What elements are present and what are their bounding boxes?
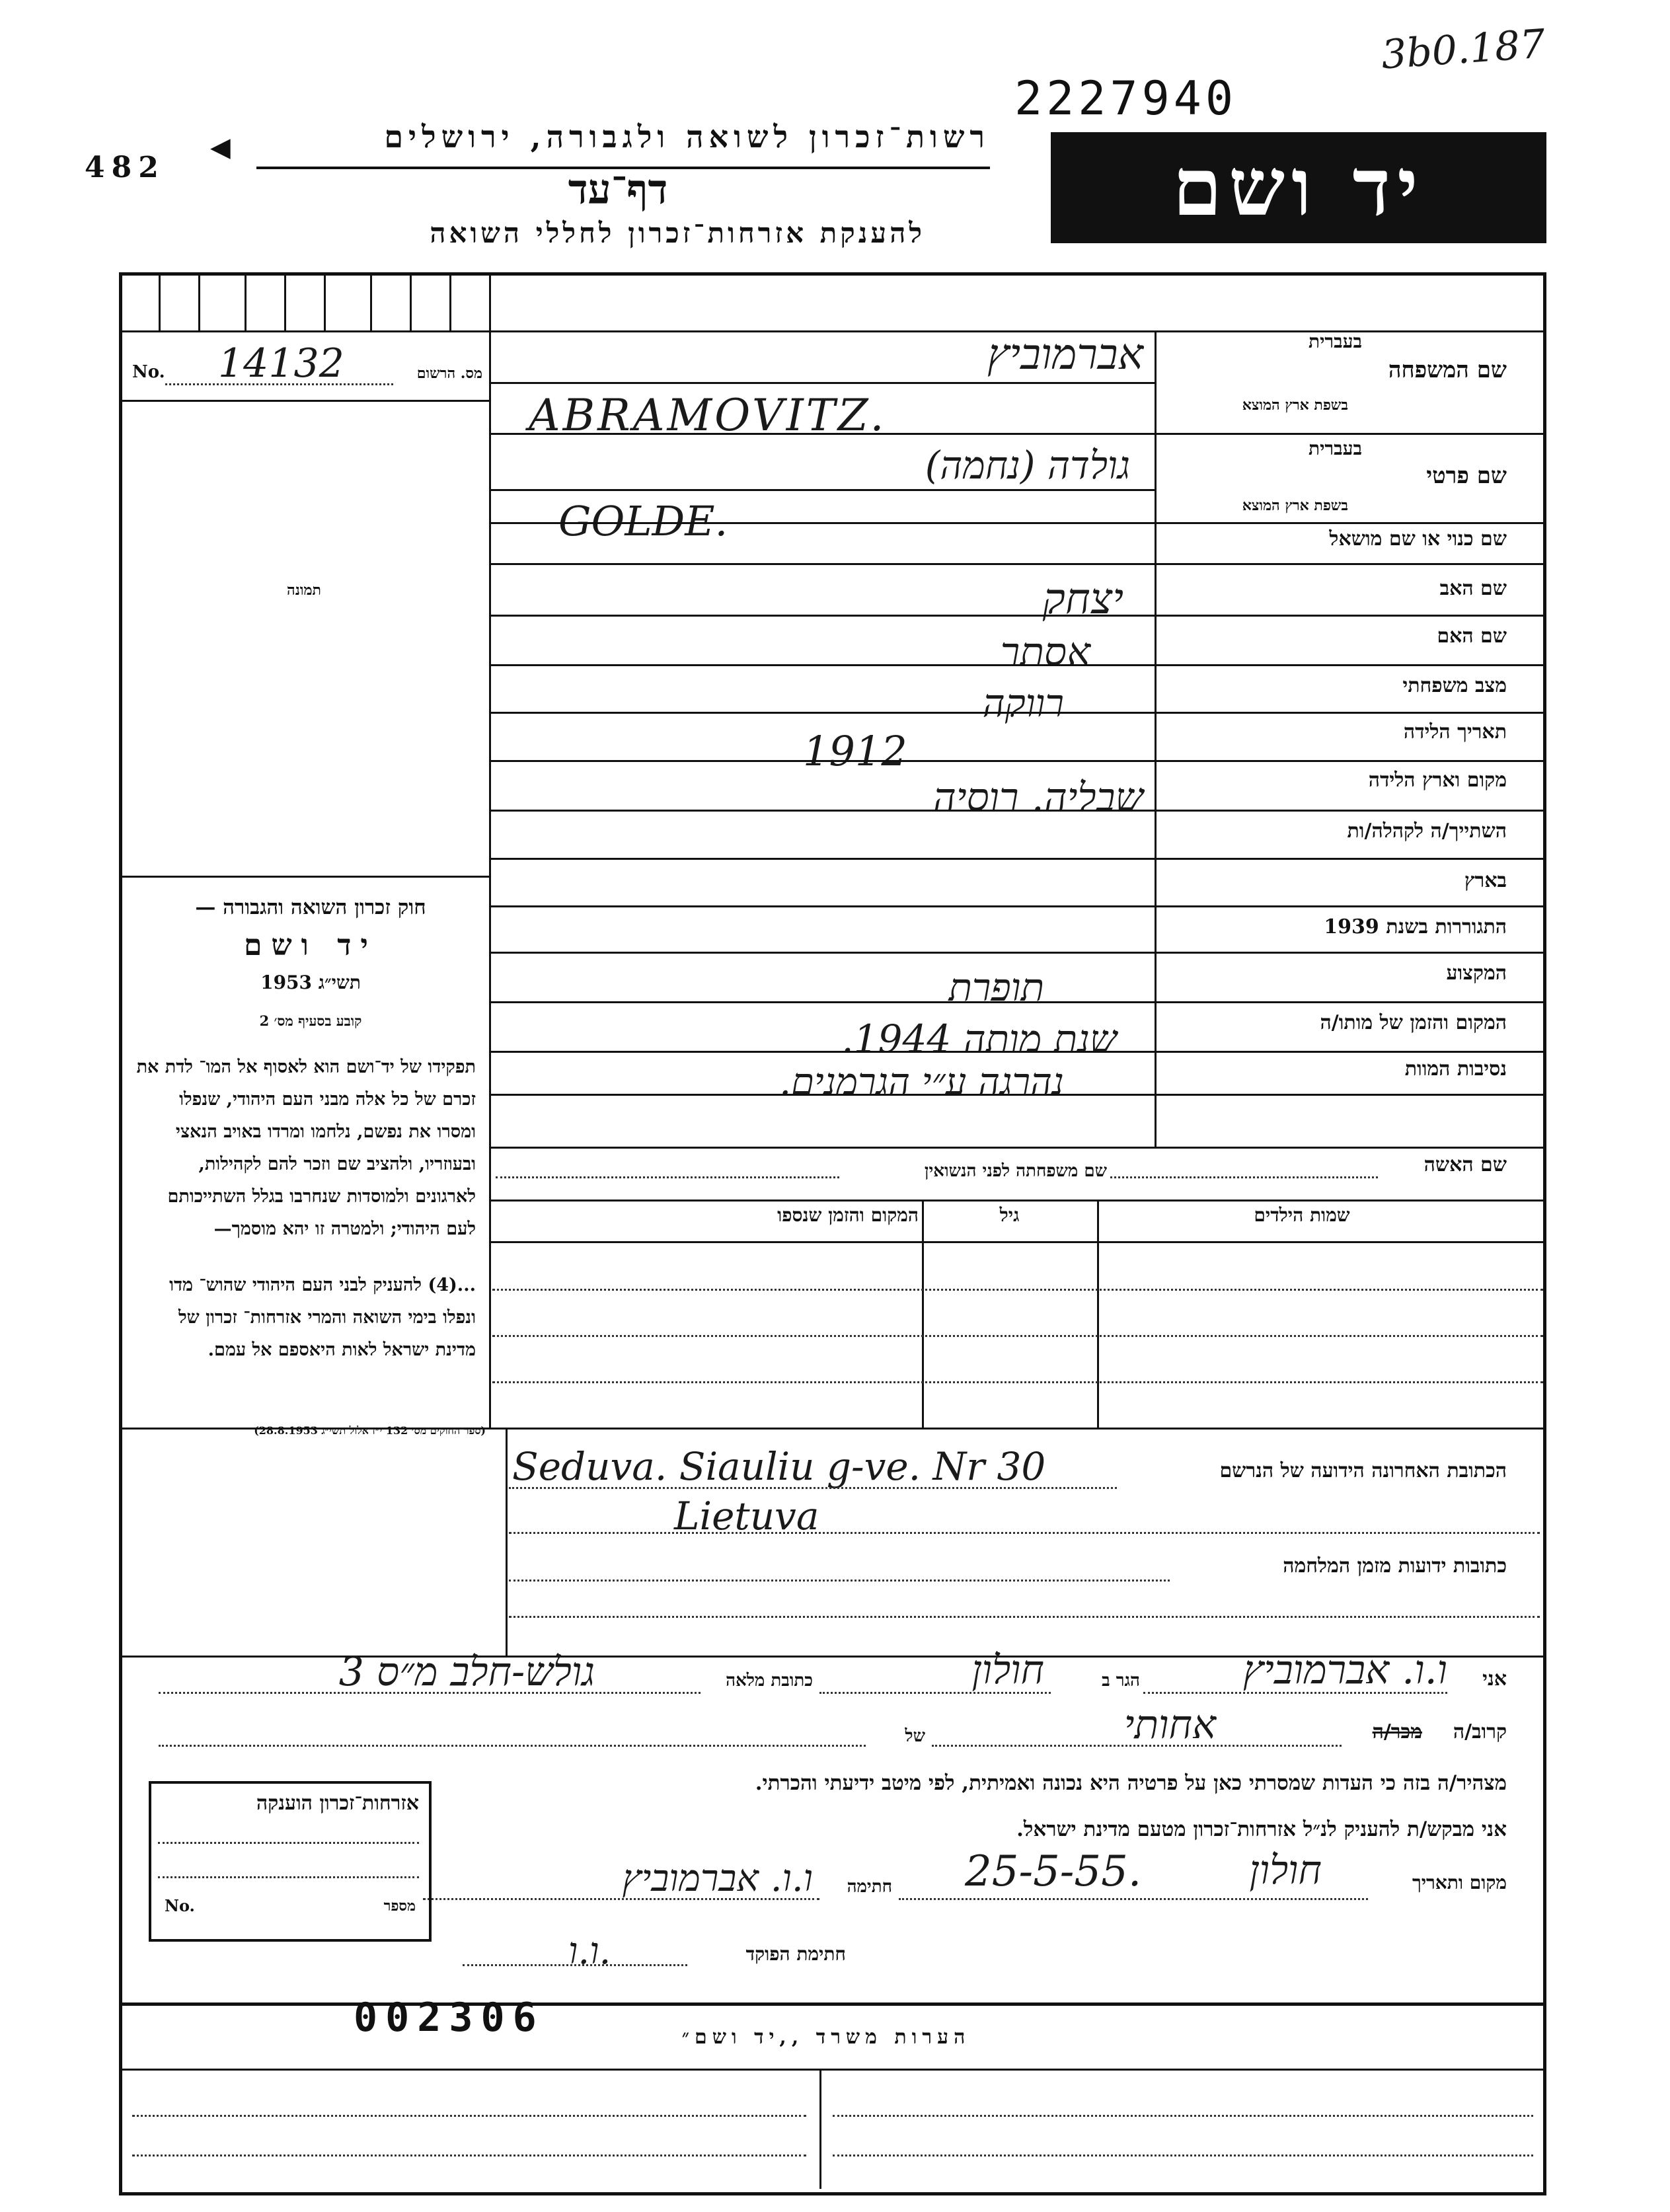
signature-line	[423, 1898, 819, 1900]
name-line	[1143, 1692, 1447, 1694]
origin-lang-label: בשפת ארץ המוצא	[1242, 397, 1348, 414]
children-place-header: המקום והזמן שנספו	[777, 1204, 919, 1226]
child-row-line	[492, 1289, 1543, 1291]
officer-signature: ו.ו.	[568, 1930, 611, 1973]
notes-row	[833, 2155, 1533, 2156]
law-clause4: ...(4) להעניק לבני העם היהודי שהוש־ מדו ונפלו בימי השואה והמרי אזרחות־ זכרון של מדינת ישראל לאות היאספם אל עמם.	[169, 1275, 476, 1360]
notes-row	[132, 2155, 806, 2156]
row-line	[489, 1241, 1545, 1243]
strip-cell	[284, 272, 286, 330]
full-address-label: כתובת מלאה	[726, 1671, 813, 1691]
relative-struck: מכר/ה	[1372, 1720, 1422, 1743]
marital-label: מצב משפחתי	[1402, 674, 1507, 697]
residence-label: התגוררות בשנת 1939	[1324, 915, 1507, 938]
of-label: של	[905, 1726, 925, 1746]
strip-divider	[489, 272, 491, 330]
origin-lang-label-2: בשפת ארץ המוצא	[1242, 497, 1348, 514]
address-line	[509, 1532, 1540, 1534]
strip-cell	[324, 272, 326, 330]
address-line	[509, 1487, 1117, 1489]
hand-pointer-icon: ◀	[210, 132, 231, 163]
notes-line	[119, 2069, 1545, 2071]
child-row-line	[492, 1335, 1543, 1337]
circumstances-label: נסיבות המוות	[1404, 1057, 1507, 1081]
last-address-line2: Lietuva	[674, 1494, 819, 1539]
form-subtitle: להענקת אזרחות־זכרון לחללי השואה	[430, 217, 925, 249]
section-line	[119, 1428, 1545, 1430]
birthplace-label: מקום וארץ הלידה	[1368, 769, 1507, 792]
row-line	[489, 1147, 1545, 1149]
declaration-line2: אני מבקש/ת להעניק לנ״ל אזרחות־זכרון מטעם מדינת ישראל.	[1016, 1817, 1507, 1841]
notes-top-line	[119, 2002, 1545, 2006]
reg-line	[165, 383, 393, 385]
logo-text: יד ושם	[1172, 141, 1425, 234]
full-address-value: גולש-חלב מ״ס 3	[338, 1649, 595, 1695]
relation-line	[932, 1745, 1342, 1747]
first-name-label: שם פרטי	[1426, 463, 1507, 489]
maiden-line	[496, 1176, 839, 1178]
row-line	[489, 433, 1545, 435]
officer-label: חתימת הפוקד	[745, 1943, 846, 1965]
photo-bottom-line	[119, 876, 489, 878]
reg-number: 14132	[218, 340, 344, 387]
father-label: שם האב	[1439, 577, 1507, 600]
law-year: תשי״ג 1953	[260, 972, 361, 993]
first-name-he: גולדה (נחמה)	[925, 443, 1130, 488]
law-clause: קובע בסעיף מס׳ 2	[259, 1012, 362, 1029]
children-col-divider	[922, 1200, 924, 1428]
declarant-city: חולון	[971, 1647, 1044, 1693]
citizenship-line	[158, 1842, 419, 1844]
strip-cell	[159, 272, 161, 330]
resides-label: הגר ב	[1102, 1671, 1140, 1691]
of-line	[159, 1745, 866, 1747]
notes-row	[132, 2115, 806, 2117]
strip-cell	[198, 272, 200, 330]
address-left-border	[506, 1428, 508, 1656]
strip-cell	[449, 272, 451, 330]
nickname-label: שם כנוי או שם מושאל	[1329, 527, 1507, 551]
authority-name: רשות־זכרון לשואה ולגבורה, ירושלים	[384, 119, 990, 155]
birthplace-value: שבליה. רוסיה	[932, 775, 1143, 821]
strip-cell	[370, 272, 372, 330]
strip-cell	[245, 272, 247, 330]
father-value: יצחק	[1042, 575, 1123, 624]
registration-id: 2227940	[1014, 71, 1238, 126]
photo-label: תמונה	[287, 582, 321, 599]
family-name-label: שם המשפחה	[1388, 357, 1507, 383]
full-address-line	[159, 1692, 701, 1694]
place-date-label: מקום ותאריך	[1412, 1872, 1507, 1893]
officer-line	[463, 1964, 687, 1966]
row-line	[489, 382, 1155, 384]
place-date-line	[899, 1898, 1368, 1900]
declarant-signature: ו.ו. אברמוביץ	[622, 1857, 813, 1900]
city-line	[819, 1692, 1051, 1694]
serial-number: 002306	[354, 1995, 545, 2041]
row-line	[489, 1051, 1545, 1053]
child-row-line	[492, 1381, 1543, 1383]
row-line	[489, 1094, 1545, 1096]
row-line	[489, 952, 1545, 954]
birthdate-value: 1912	[803, 727, 907, 775]
reg-label: מס. הרשום	[416, 365, 482, 382]
family-name-he: אברמוביץ	[987, 330, 1143, 379]
law-citation: (ספר החוקים מס׳ 132 י״ז אלול תשי״ג 28.8.1953)	[254, 1424, 486, 1437]
label-column-divider	[1155, 330, 1157, 1147]
address-line	[509, 1580, 1170, 1582]
address-line	[509, 1616, 1540, 1618]
sign-place: חולון	[1249, 1847, 1322, 1893]
row-line	[489, 712, 1545, 714]
last-address-label: הכתובת האחרונה הידועה של הנרשם	[1219, 1459, 1507, 1482]
children-col-divider	[1097, 1200, 1099, 1428]
maiden-name-label: שם משפחתה לפני הנשואין	[924, 1161, 1107, 1181]
hebrew-label-2: בעברית	[1309, 438, 1363, 459]
row-line	[489, 489, 1155, 491]
reg-bottom-line	[119, 400, 489, 402]
wartime-address-label: כתובות ידועות מזמן המלחמה	[1283, 1554, 1507, 1578]
hebrew-label: בעברית	[1309, 330, 1363, 352]
reg-no-label: No.	[132, 362, 165, 382]
children-age-header: גיל	[999, 1204, 1020, 1226]
signature-label: חתימה	[847, 1877, 892, 1897]
last-address-line1: Seduva. Siauliu g-ve. Nr 30	[512, 1444, 1046, 1489]
citizenship-box	[149, 1781, 432, 1942]
declaration-line1: מצהיר/ה בזה כי העדות שמסרתי כאן על פרטיה היא נכונה ואמיתית, לפי מיטב ידיעתי והכרתי.	[755, 1771, 1507, 1795]
country-label: בארץ	[1464, 869, 1507, 892]
row-line	[489, 1200, 1545, 1201]
i-label: אני	[1482, 1667, 1507, 1691]
death-date: שנת מותה 1944.	[841, 1016, 1117, 1061]
citizenship-number-label: מספר	[383, 1897, 416, 1915]
occupation-value: תופרת	[948, 965, 1044, 1010]
row-line	[489, 1001, 1545, 1003]
notes-divider	[819, 2069, 821, 2189]
circumstances-value: נהרגה ע״י הגרמנים.	[779, 1061, 1064, 1104]
citizenship-no-label: No.	[165, 1896, 195, 1915]
spouse-line	[1110, 1176, 1378, 1178]
mother-label: שם האם	[1437, 625, 1507, 648]
row-line	[489, 615, 1545, 617]
form-title: דף־עד	[568, 165, 668, 213]
children-names-header: שמות הילדים	[1254, 1204, 1350, 1226]
family-name-origin: ABRAMOVITZ.	[529, 390, 887, 441]
row-line	[489, 858, 1545, 860]
notes-label: הערות משרד ,,יד ושם״	[681, 2026, 971, 2049]
community-label: השתייך/ה לקהלה/ות	[1347, 820, 1507, 843]
row-line	[489, 664, 1545, 666]
row-line	[489, 563, 1545, 565]
mother-value: אסתר	[1000, 629, 1090, 675]
row-line	[489, 905, 1545, 907]
row-line	[489, 522, 1545, 524]
death-label: המקום והזמן של מותו/ה	[1320, 1011, 1507, 1034]
left-column-divider	[489, 330, 491, 1428]
declarant-name: ו.ו. אברמוביץ	[1242, 1647, 1447, 1693]
notes-row	[833, 2115, 1533, 2117]
first-name-origin: GOLDE.	[558, 497, 728, 545]
row-line	[489, 760, 1545, 762]
relation-value: אחותי	[1123, 1702, 1216, 1748]
row-line	[489, 810, 1545, 812]
relative-label: קרוב/ה	[1453, 1720, 1507, 1743]
marital-value: רווקה	[982, 681, 1064, 726]
law-body: תפקידו של יד־ושם הוא לאסוף אל המו־ לדת את זכרם של כל אלה מבני העם היהודי, שנפלו ומסרו את נפשם, נלחמו ומרדו באויב הנאצי ובעוזריו, ולהציב שם וזכר להם לקהילות, לארגונים ולמוסדות שנחרבו בגלל השתייכותם לעם היהודי; ולמטרה זו יהא מוסמך—	[136, 1057, 476, 1239]
sign-date: 25-5-55.	[965, 1847, 1142, 1896]
page-number: 482	[85, 151, 165, 184]
birthdate-label: תאריך הלידה	[1403, 720, 1507, 744]
citizenship-line	[158, 1876, 419, 1878]
strip-cell	[410, 272, 412, 330]
law-title: חוק זכרון השואה והגבורה —	[195, 896, 426, 919]
archive-number: 3b0.187	[1379, 20, 1547, 79]
spouse-label: שם האשה	[1423, 1153, 1507, 1176]
citizenship-title: אזרחות־זכרון הוענקה	[256, 1792, 419, 1815]
occupation-label: המקצוע	[1446, 962, 1507, 985]
yad-vashem-logo	[1051, 132, 1546, 243]
law-name: יד ושם	[244, 929, 377, 962]
